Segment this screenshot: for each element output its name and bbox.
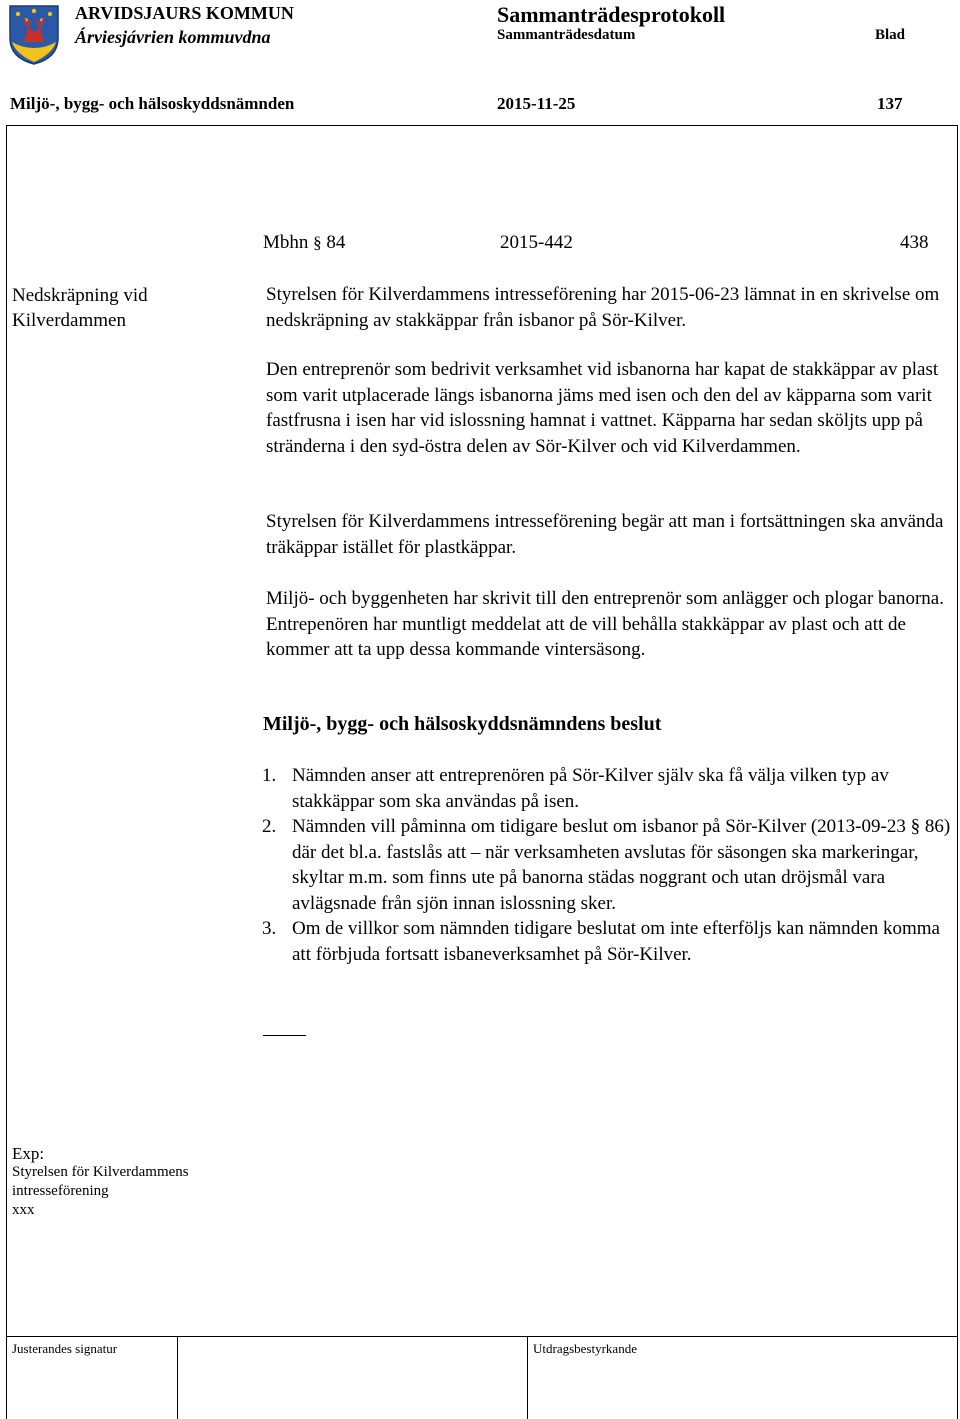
- footer-certification-label: Utdragsbestyrkande: [533, 1341, 637, 1356]
- footer-separator-left: [177, 1336, 178, 1419]
- decision-heading: Miljö-, bygg- och hälsoskyddsnämndens beslut: [263, 713, 662, 735]
- header-divider: [6, 125, 958, 126]
- section-symbol: §: [313, 233, 322, 252]
- section-reference: [263, 232, 345, 254]
- decision-list: [262, 763, 952, 967]
- decision-item-number: 3.: [262, 918, 277, 939]
- distribution-recipient: Styrelsen för Kilverdammens: [12, 1164, 189, 1180]
- date-label: Sammanträdesdatum: [497, 27, 636, 43]
- distribution-recipient: xxx: [12, 1202, 35, 1218]
- decision-item: [262, 763, 952, 814]
- section-number: 84: [326, 232, 346, 253]
- municipality-coat-of-arms: [6, 2, 62, 66]
- page-label: Blad: [875, 27, 906, 43]
- decision-item-number: 2.: [262, 816, 277, 837]
- case-title-line: Kilverdammen: [12, 310, 126, 331]
- decision-item: [262, 916, 952, 967]
- body-paragraph: Den entreprenör som bedrivit verksamhet vid isbanorna har kapat de stakkäppar av plast som varit utplacerade längs isbanorna jäms med isen och den del av käpparna som varit fastfrusna i isen har vid islossning hamnat i vattnet. Käpparna har sedan sköljts upp på stränderna i den syd-östra delen av Sör-Kilver och vid Kilverdammen.: [266, 359, 939, 457]
- organization-name-sami: Árviesjávrien kommuvdna: [75, 27, 271, 47]
- document-title: Sammanträdesprotokoll: [497, 2, 726, 27]
- decision-item-number: 1.: [262, 765, 277, 786]
- distribution-label: Exp:: [12, 1144, 45, 1163]
- organization-name: ARVIDSJAURS KOMMUN: [75, 3, 294, 23]
- body-paragraph: Styrelsen för Kilverdammens intresseförening begär att man i fortsättningen ska använda träkäppar istället för plastkäppar.: [266, 511, 944, 558]
- case-title-line: Nedskräpning vid: [12, 285, 148, 306]
- distribution-recipient: intresseförening: [12, 1183, 109, 1199]
- decision-item: [262, 814, 952, 916]
- board-name: Miljö-, bygg- och hälsoskyddsnämnden: [10, 94, 295, 113]
- page-number: 137: [877, 94, 903, 113]
- frame-right-border: [957, 125, 958, 1419]
- case-number: 438: [900, 232, 929, 253]
- decision-item-text: Nämnden anser att entreprenören på Sör-Kilver själv ska få välja vilken typ av stakkäppar som ska användas på isen.: [292, 765, 889, 812]
- decision-item-text: Nämnden vill påminna om tidigare beslut om isbanor på Sör-Kilver (2013-09-23 § 86) där det bl.a. fastslås att – när verksamheten avslutas för säsongen ska markeringar, skyltar m.m. som finns ute på banorna städas noggrant och utan dröjsmål vara avlägsnade från sjön innan islossning sker.: [292, 816, 951, 914]
- footer-signature-label: Justerandes signatur: [12, 1341, 118, 1356]
- body-paragraph: Styrelsen för Kilverdammens intresseförening har 2015-06-23 lämnat in en skrivelse om nedskräpning av stakkäppar från isbanor på Sör-Kilver.: [266, 284, 940, 331]
- end-of-section-line: [263, 1035, 306, 1036]
- case-dnr: 2015-442: [500, 232, 573, 253]
- meeting-date: 2015-11-25: [497, 94, 576, 113]
- distribution-list: [12, 1144, 189, 1220]
- footer-divider: [6, 1336, 958, 1337]
- body-paragraph: Miljö- och byggenheten har skrivit till den entreprenör som anlägger och plogar banorna. Entrepenören har muntligt meddelat att de vill behålla stakkäppar av plast och att de kommer att ta upp dessa kommande vintersäsong.: [266, 588, 944, 660]
- footer-separator-right: [527, 1336, 528, 1419]
- frame-left-border: [6, 125, 7, 1419]
- section-prefix: Mbhn: [263, 232, 309, 253]
- case-title: [12, 283, 242, 333]
- decision-item-text: Om de villkor som nämnden tidigare beslutat om inte efterföljs kan nämnden komma att förbjuda fortsatt isbaneverksamhet på Sör-Kilver.: [292, 918, 940, 965]
